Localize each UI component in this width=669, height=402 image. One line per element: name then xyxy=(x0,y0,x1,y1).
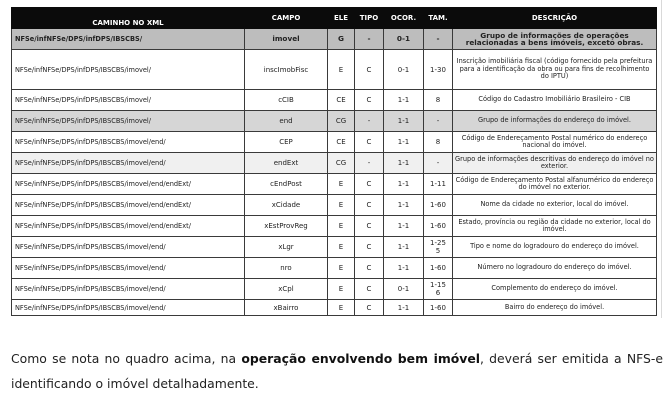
cell-path: NFSe/infNFSe/DPS/infDPS/IBSCBS/imovel/end/endExt/ xyxy=(12,216,245,237)
header-ocor: OCOR. xyxy=(384,8,424,29)
cell-descricao: Grupo de informações descritivas do endereço do imóvel no exterior. xyxy=(453,153,657,174)
cell-ocor: 1-1 xyxy=(384,174,424,195)
cell-descricao: Nome da cidade no exterior, local do imóvel. xyxy=(453,195,657,216)
cell-path: NFSe/infNFSe/DPS/infDPS/IBSCBS/imovel/end/ xyxy=(12,153,245,174)
cell-path: NFSe/infNFSe/DPS/infDPS/IBSCBS/imovel/ xyxy=(12,111,245,132)
cell-ocor: 1-1 xyxy=(384,237,424,258)
cell-tipo: C xyxy=(355,279,384,300)
cell-descricao: Bairro do endereço do imóvel. xyxy=(453,300,657,316)
cell-ele: E xyxy=(328,237,355,258)
cell-path: NFSe/infNFSe/DPS/infDPS/IBSCBS/imovel/end/ xyxy=(12,279,245,300)
cell-campo: xCpl xyxy=(245,279,328,300)
cell-descricao: Inscrição imobiliária fiscal (código fornecido pela prefeitura para a identificação da obra ou para fins de recolhimento do IPTU) xyxy=(453,50,657,90)
table-row xyxy=(12,90,657,111)
cell-campo: CEP xyxy=(245,132,328,153)
cell-path: NFSe/infNFSe/DPS/infDPS/IBSCBS/imovel/ xyxy=(12,50,245,90)
header-descricao: DESCRIÇÃO xyxy=(453,8,657,29)
cell-ele: E xyxy=(328,50,355,90)
cell-descricao: Estado, província ou região da cidade no exterior, local do imóvel. xyxy=(453,216,657,237)
cell-ocor: 1-1 xyxy=(384,132,424,153)
cell-tipo: C xyxy=(355,132,384,153)
cell-path: NFSe/infNFSe/DPS/infDPS/IBSCBS/imovel/end/ xyxy=(12,300,245,316)
cell-ocor: 1-1 xyxy=(384,300,424,316)
table-row xyxy=(12,174,657,195)
cell-campo: xEstProvReg xyxy=(245,216,328,237)
explanatory-paragraph xyxy=(11,346,663,396)
cell-path: NFSe/infNFSe/DPS/infDPS/IBSCBS/ xyxy=(12,29,245,50)
xml-fields-table xyxy=(11,7,657,316)
table-row xyxy=(12,300,657,316)
cell-tam: 1-11 xyxy=(424,174,453,195)
cell-tam: 8 xyxy=(424,90,453,111)
cell-tipo: C xyxy=(355,195,384,216)
cell-tam: 1-60 xyxy=(424,258,453,279)
cell-ele: E xyxy=(328,300,355,316)
cell-tam: - xyxy=(424,153,453,174)
cell-ele: E xyxy=(328,216,355,237)
cell-campo: endExt xyxy=(245,153,328,174)
table-row xyxy=(12,111,657,132)
cell-tipo: C xyxy=(355,258,384,279)
cell-tipo: C xyxy=(355,237,384,258)
note-text-after: , deverá ser emitida a NFS-e identificando o imóvel detalhadamente. xyxy=(11,351,664,391)
cell-ocor: 1-1 xyxy=(384,111,424,132)
cell-descricao: Tipo e nome do logradouro do endereço do imóvel. xyxy=(453,237,657,258)
table-row xyxy=(12,50,657,90)
cell-campo: xCidade xyxy=(245,195,328,216)
cell-tam: 1-30 xyxy=(424,50,453,90)
cell-ele: CE xyxy=(328,90,355,111)
cell-tipo: C xyxy=(355,50,384,90)
cell-path: NFSe/infNFSe/DPS/infDPS/IBSCBS/imovel/end/ xyxy=(12,237,245,258)
cell-ocor: 0-1 xyxy=(384,29,424,50)
cell-tipo: - xyxy=(355,111,384,132)
cell-ele: E xyxy=(328,258,355,279)
cell-campo: cCIB xyxy=(245,90,328,111)
cell-descricao: Grupo de informações de operações relacionadas a bens imóveis, exceto obras. xyxy=(453,29,657,50)
header-campo: CAMPO xyxy=(245,8,328,29)
cell-tam: 1-60 xyxy=(424,300,453,316)
cell-descricao: Código de Endereçamento Postal alfanumérico do endereço do imóvel no exterior. xyxy=(453,174,657,195)
table-row xyxy=(12,153,657,174)
cell-ocor: 0-1 xyxy=(384,50,424,90)
table-header-row xyxy=(12,8,657,29)
cell-tam: 8 xyxy=(424,132,453,153)
cell-ocor: 0-1 xyxy=(384,279,424,300)
cell-tam: 1-60 xyxy=(424,195,453,216)
page-right-border xyxy=(661,0,662,318)
table-row xyxy=(12,29,657,50)
cell-ele: E xyxy=(328,195,355,216)
cell-descricao: Grupo de informações do endereço do imóvel. xyxy=(453,111,657,132)
cell-tipo: C xyxy=(355,174,384,195)
cell-tipo: C xyxy=(355,216,384,237)
cell-descricao: Complemento do endereço do imóvel. xyxy=(453,279,657,300)
cell-path: NFSe/infNFSe/DPS/infDPS/IBSCBS/imovel/end/ xyxy=(12,258,245,279)
cell-tam: - xyxy=(424,29,453,50)
cell-ocor: 1-1 xyxy=(384,90,424,111)
cell-tipo: C xyxy=(355,90,384,111)
cell-campo: imovel xyxy=(245,29,328,50)
table-row xyxy=(12,237,657,258)
cell-campo: nro xyxy=(245,258,328,279)
cell-ocor: 1-1 xyxy=(384,258,424,279)
cell-path: NFSe/infNFSe/DPS/infDPS/IBSCBS/imovel/end/endExt/ xyxy=(12,174,245,195)
cell-path: NFSe/infNFSe/DPS/infDPS/IBSCBS/imovel/ xyxy=(12,90,245,111)
header-ele: ELE xyxy=(328,8,355,29)
cell-campo: xLgr xyxy=(245,237,328,258)
cell-tam: - xyxy=(424,111,453,132)
cell-campo: inscImobFisc xyxy=(245,50,328,90)
cell-path: NFSe/infNFSe/DPS/infDPS/IBSCBS/imovel/end/endExt/ xyxy=(12,195,245,216)
cell-tam: 1-255 xyxy=(424,237,453,258)
header-path: CAMINHO NO XML xyxy=(12,8,245,29)
table-row xyxy=(12,216,657,237)
cell-descricao: Número no logradouro do endereço do imóvel. xyxy=(453,258,657,279)
cell-tam: 1-60 xyxy=(424,216,453,237)
cell-tipo: - xyxy=(355,29,384,50)
cell-campo: end xyxy=(245,111,328,132)
cell-ele: E xyxy=(328,174,355,195)
cell-descricao: Código do Cadastro Imobiliário Brasileiro - CIB xyxy=(453,90,657,111)
header-tipo: TIPO xyxy=(355,8,384,29)
cell-ocor: 1-1 xyxy=(384,195,424,216)
cell-campo: xBairro xyxy=(245,300,328,316)
cell-ele: CG xyxy=(328,153,355,174)
cell-tipo: - xyxy=(355,153,384,174)
cell-ocor: 1-1 xyxy=(384,153,424,174)
cell-descricao: Código de Endereçamento Postal numérico do endereço nacional do imóvel. xyxy=(453,132,657,153)
cell-tipo: C xyxy=(355,300,384,316)
cell-ele: CE xyxy=(328,132,355,153)
cell-tam: 1-156 xyxy=(424,279,453,300)
cell-campo: cEndPost xyxy=(245,174,328,195)
table-row xyxy=(12,258,657,279)
cell-ele: G xyxy=(328,29,355,50)
cell-ele: E xyxy=(328,279,355,300)
cell-path: NFSe/infNFSe/DPS/infDPS/IBSCBS/imovel/end/ xyxy=(12,132,245,153)
table-row xyxy=(12,132,657,153)
cell-ele: CG xyxy=(328,111,355,132)
header-tam: TAM. xyxy=(424,8,453,29)
note-text-before: Como se nota no quadro acima, na xyxy=(11,351,242,366)
cell-ocor: 1-1 xyxy=(384,216,424,237)
table-row xyxy=(12,195,657,216)
note-text-bold: operação envolvendo bem imóvel xyxy=(241,351,480,366)
table-row xyxy=(12,279,657,300)
